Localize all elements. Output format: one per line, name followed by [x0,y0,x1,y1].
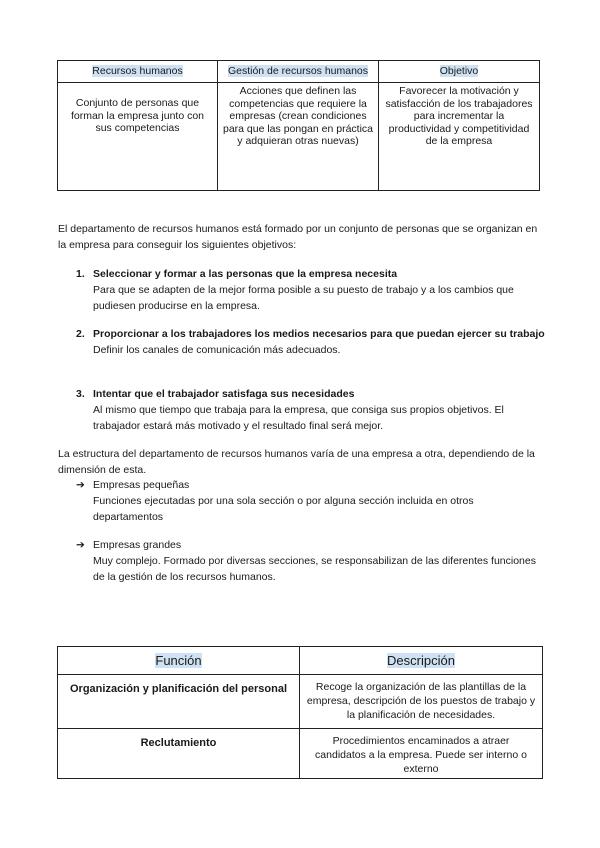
company-type-body: Muy complejo. Formado por diversas secciones, se responsabilizan de las diferentes funciones de la gestión de los recursos humanos. [93,555,536,583]
cell-recursos-humanos: Conjunto de personas que forman la empresa junto con sus competencias [58,83,218,191]
header-cell [58,647,300,675]
objective-number: 2. [76,328,85,340]
header-cell [379,61,540,83]
functions-table [57,646,543,779]
function-description: Procedimientos encaminados a atraer candidatos a la empresa. Puede ser interno o externo [300,729,543,779]
objective-item-3 [76,386,546,434]
hr-definitions-table [57,60,540,191]
header-gestion-recursos-humanos: Gestión de recursos humanos [227,65,369,78]
header-objetivo: Objetivo [439,65,479,78]
company-type-heading: Empresas pequeñas [93,479,190,491]
objective-item-2 [76,326,546,358]
objective-body: Para que se adapten de la mejor forma posible a su puesto de trabajo y a los cambios que pudiesen producirse en la empresa. [93,284,514,312]
company-type-small [76,477,546,525]
header-descripcion: Descripción [387,653,455,668]
objective-item-1 [76,266,546,314]
table-row [58,729,543,779]
table-header-row [58,61,540,83]
intro-paragraph: El departamento de recursos humanos está formado por un conjunto de personas que se organizan en la empresa para conseguir los siguientes objetivos: [58,223,538,251]
table-header-row [58,647,543,675]
objective-number: 3. [76,388,85,400]
arrow-right-icon: ➔ [76,479,85,491]
company-type-large [76,537,546,585]
objective-title: Proporcionar a los trabajadores los medios necesarios para que puedan ejercer su trabajo [93,328,545,340]
table-row [58,675,543,729]
objective-number: 1. [76,268,85,280]
objective-body: Definir los canales de comunicación más adecuados. [93,344,341,356]
header-recursos-humanos: Recursos humanos [92,65,183,78]
header-funcion: Función [155,653,202,668]
arrow-right-icon: ➔ [76,539,85,551]
company-type-heading: Empresas grandes [93,539,182,551]
header-cell [218,61,379,83]
cell-gestion-recursos-humanos: Acciones que definen las competencias que requiere la empresas (crean condiciones para que las pongan en práctica y adquieran otras nuevas) [218,83,379,191]
function-description: Recoge la organización de las plantillas de la empresa, descripción de los puestos de trabajo y la planificación de necesidades. [300,675,543,729]
header-cell [300,647,543,675]
objective-body: Al mismo que tiempo que trabaja para la empresa, que consiga sus propios objetivos. El trabajador estará más motivado y el resultado final será mejor. [93,404,504,432]
table-row [58,83,540,191]
company-type-body: Funciones ejecutadas por una sola sección o por alguna sección incluida en otros departamentos [93,495,474,523]
cell-objetivo: Favorecer la motivación y satisfacción de los trabajadores para incrementar la productividad y competitividad de la empresa [379,83,540,191]
function-name: Reclutamiento [58,729,300,779]
structure-paragraph: La estructura del departamento de recursos humanos varía de una empresa a otra, dependiendo de la dimensión de esta. [58,448,535,476]
objective-title: Intentar que el trabajador satisfaga sus necesidades [93,388,355,400]
header-cell [58,61,218,83]
function-name: Organización y planificación del personal [58,675,300,729]
objective-title: Seleccionar y formar a las personas que la empresa necesita [93,268,398,280]
